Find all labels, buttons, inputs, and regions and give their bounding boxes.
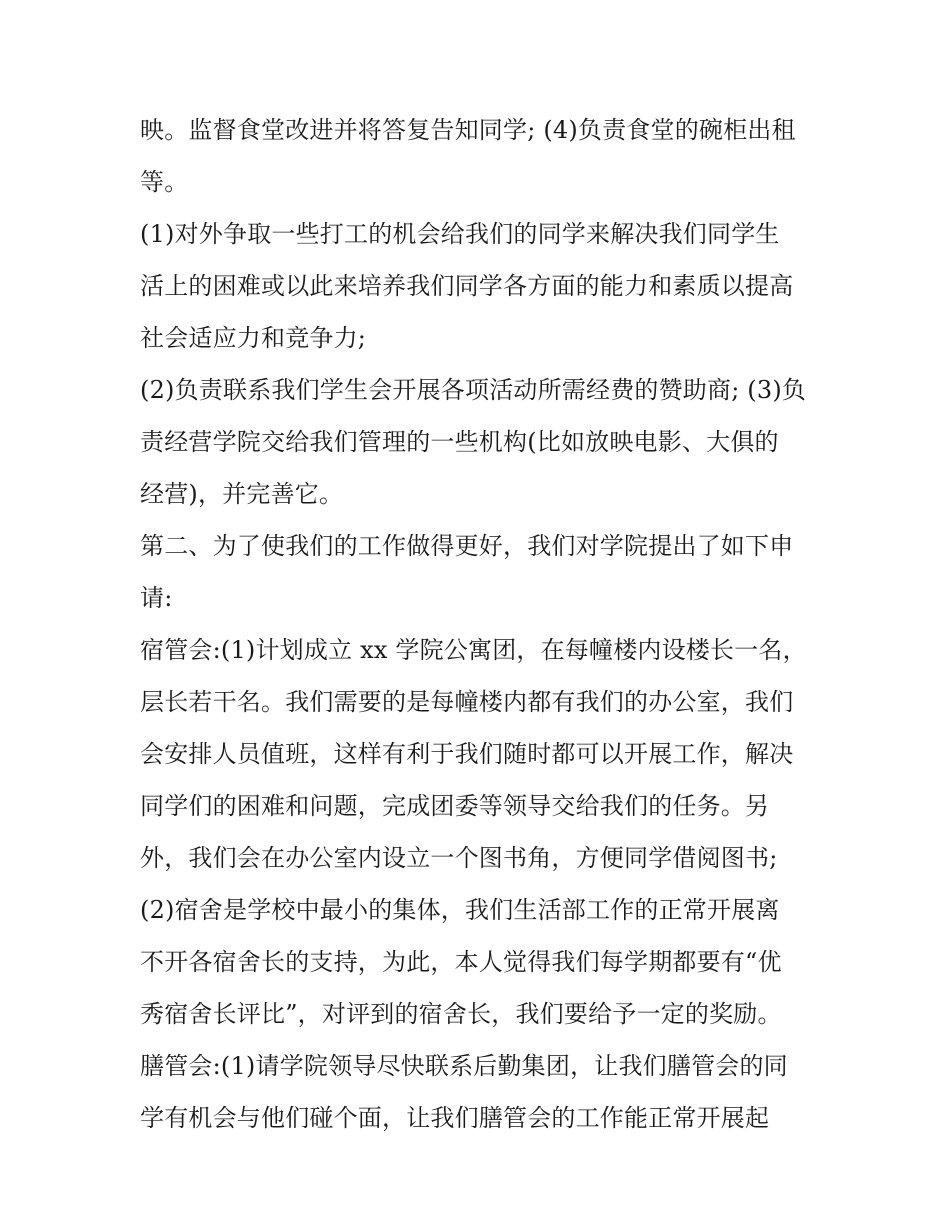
text-line-14: 同学们的困难和问题，完成团委等领导交给我们的任务。另 bbox=[140, 792, 770, 820]
text-line-12: 层长若干名。我们需要的是每幢楼内都有我们的办公室，我们 bbox=[140, 688, 794, 716]
text-line-18: 秀宿舍长评比”，对评到的宿舍长，我们要给予一定的奖励。 bbox=[140, 1000, 782, 1028]
text-line-7: 责经营学院交给我们管理的一些机构(比如放映电影、大俱的 bbox=[140, 428, 779, 456]
text-line-3: (1)对外争取一些打工的机会给我们的同学来解决我们同学生 bbox=[140, 220, 780, 248]
text-line-4: 活上的困难或以此来培养我们同学各方面的能力和素质以提高 bbox=[140, 272, 794, 300]
text-line-10: 请: bbox=[140, 584, 173, 612]
text-line-6: (2)负责联系我们学生会开展各项活动所需经费的赞助商; (3)负 bbox=[140, 376, 807, 404]
text-line-2: 等。 bbox=[140, 168, 189, 196]
text-line-16: (2)宿舍是学校中最小的集体，我们生活部工作的正常开展离 bbox=[140, 896, 780, 924]
text-line-11: 宿管会:(1)计划成立 xx 学院公寓团，在每幢楼内设楼长一名， bbox=[140, 636, 807, 664]
text-line-15: 外，我们会在办公室内设立一个图书角，方便同学借阅图书; bbox=[140, 844, 778, 872]
text-line-20: 学有机会与他们碰个面，让我们膳管会的工作能正常开展起 bbox=[140, 1104, 770, 1132]
text-line-5: 社会适应力和竞争力; bbox=[140, 324, 367, 352]
document-body bbox=[140, 104, 820, 1144]
text-line-13: 会安排人员值班，这样有利于我们随时都可以开展工作，解决 bbox=[140, 740, 794, 768]
text-line-1: 映。监督食堂改进并将答复告知同学; (4)负责食堂的碗柜出租 bbox=[140, 116, 796, 144]
text-line-8: 经营)，并完善它。 bbox=[140, 480, 344, 508]
text-line-19: 膳管会:(1)请学院领导尽快联系后勤集团，让我们膳管会的同 bbox=[140, 1052, 788, 1080]
text-line-17: 不开各宿舍长的支持，为此，本人觉得我们每学期都要有“优 bbox=[140, 948, 782, 976]
text-line-9: 第二、为了使我们的工作做得更好，我们对学院提出了如下申 bbox=[140, 532, 794, 560]
